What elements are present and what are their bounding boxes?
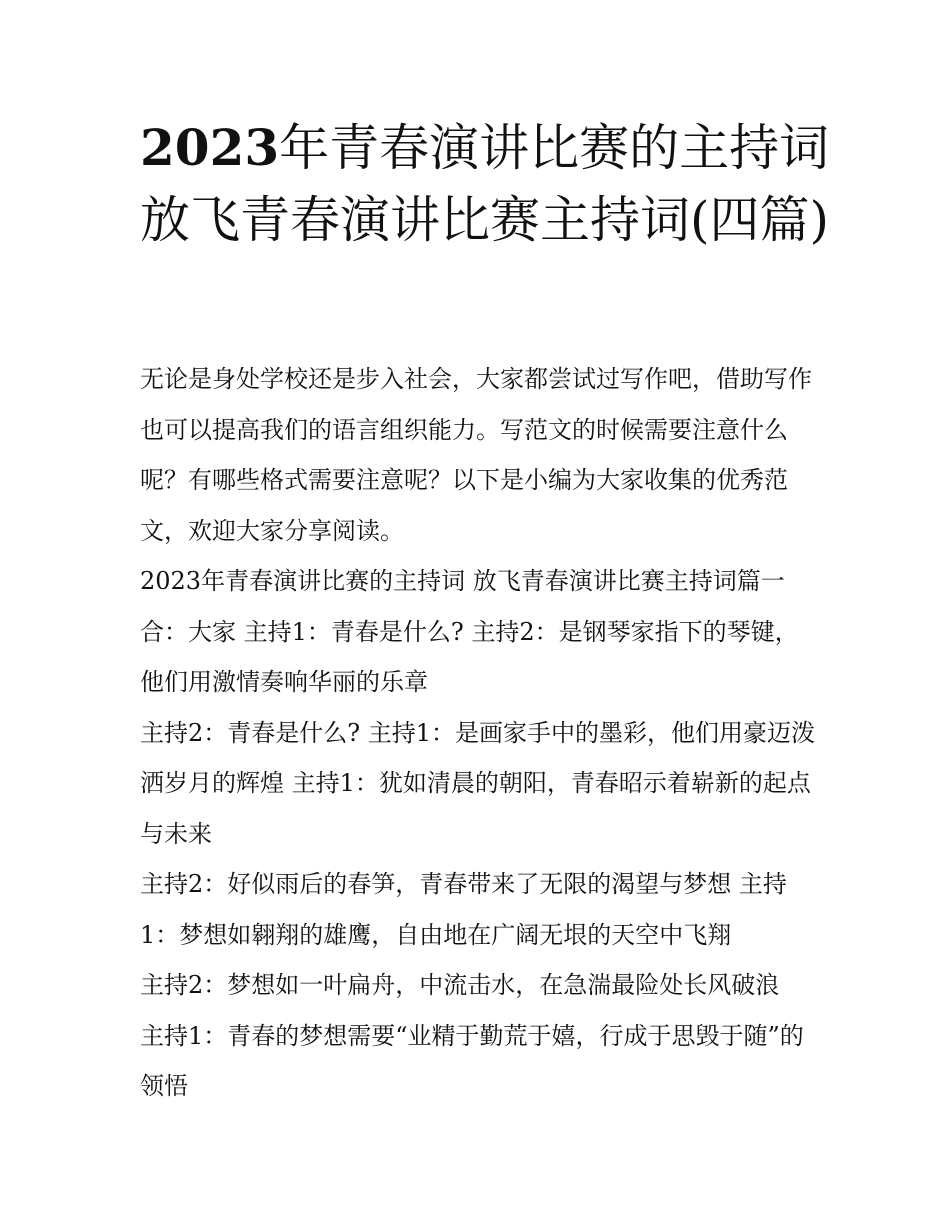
body-paragraph: 主持2：青春是什么? 主持1：是画家手中的墨彩，他们用豪迈泼洒岁月的辉煌 主持1：犹如清晨的朝阳，青春昭示着崭新的起点与未来 [140, 718, 816, 848]
body-paragraph: 主持1：青春的梦想需要“业精于勤荒于嬉，行成于思毁于随”的领悟 [140, 1021, 804, 1100]
body-paragraph: 主持2：好似雨后的春笋，青春带来了无限的渴望与梦想 主持1：梦想如翱翔的雄鹰，自由地在广阔无垠的天空中飞翔 [140, 870, 787, 949]
body-paragraph: 合：大家 主持1：青春是什么? 主持2：是钢琴家指下的琴键，他们用激情奏响华丽的乐章 [140, 617, 799, 696]
document-title [140, 112, 830, 256]
body-paragraph: 主持2：梦想如一叶扁舟，中流击水，在急湍最险处长风破浪 [140, 971, 780, 999]
section-heading: 2023年青春演讲比赛的主持词 放飞青春演讲比赛主持词篇一 [140, 567, 785, 595]
intro-paragraph: 无论是身处学校还是步入社会，大家都尝试过写作吧，借助写作也可以提高我们的语言组织能力。写范文的时候需要注意什么呢？有哪些格式需要注意呢？以下是小编为大家收集的优秀范文，欢迎大家分享阅读。 [140, 365, 812, 545]
title-text: 年青春演讲比赛的主持词 放飞青春演讲比赛主持词(四篇) [140, 119, 830, 249]
document-body [140, 354, 820, 1112]
title-year: 2023 [140, 118, 280, 177]
